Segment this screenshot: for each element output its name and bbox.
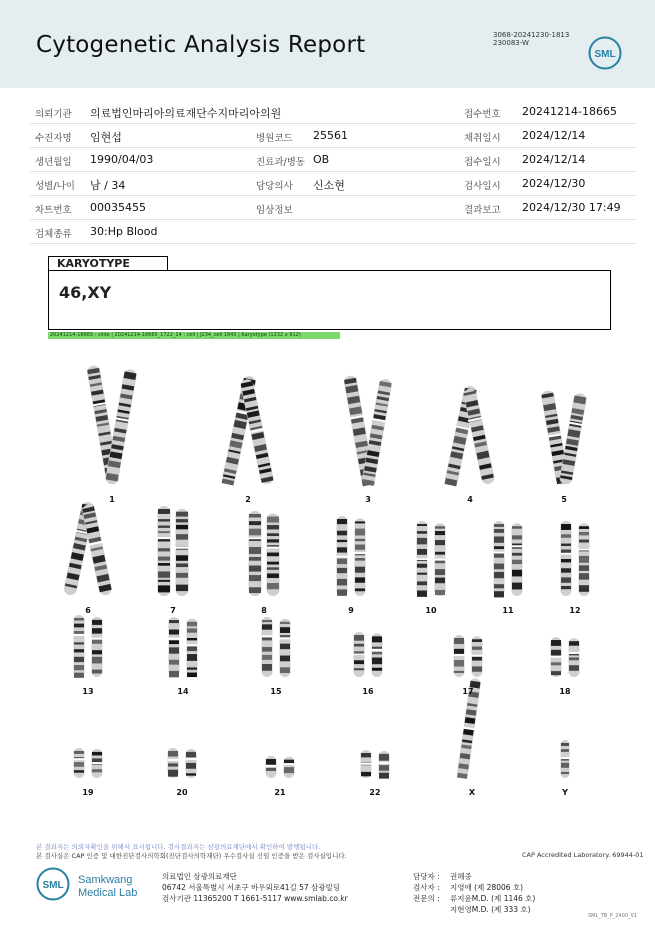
chromosome (416, 521, 429, 597)
info-row (30, 172, 636, 196)
karyotype-result-box (48, 270, 611, 330)
sml-logo-icon (588, 36, 622, 70)
karyogram-image (40, 345, 620, 800)
receipt-no-value: 20241214-18665 (522, 105, 617, 118)
hospital-code-value: 25561 (313, 129, 348, 142)
form-number: SML_TB_P_2400_V1 (588, 913, 638, 919)
lab-address: 06742 서울특별시 서초구 바우뫼로41길 57 삼광빌딩 (162, 883, 341, 892)
chromosome (434, 523, 447, 596)
clinical-info-label: 임상정보 (256, 205, 293, 216)
report-code: 3068-20241230-1813 (493, 31, 570, 39)
receipt-no-label: 접수번호 (464, 109, 501, 120)
lab-contact: 검사기관 11365200 T 1661-5117 www.smlab.co.kr (162, 894, 348, 903)
staff-name: 권혜중 (450, 872, 472, 881)
staff-role: 전문의 : (413, 894, 440, 903)
patient-label: 수진자명 (35, 133, 72, 144)
karyotype-tab: KARYOTYPE (48, 256, 168, 271)
chromosome (279, 619, 292, 677)
chromosome-label: 3 (365, 495, 371, 504)
karyotype-result: 46,XY (59, 283, 112, 302)
chromosome (360, 750, 373, 778)
institution-value: 의료법인마리아의료재단수지마리아의원 (90, 107, 282, 120)
collect-date-label: 채취일시 (464, 133, 501, 144)
chromosome-label: 5 (561, 495, 567, 504)
chromosome (453, 635, 466, 677)
chromosome (493, 521, 506, 597)
chart-no-label: 차트번호 (35, 205, 72, 216)
report-date-value: 2024/12/30 17:49 (522, 201, 621, 214)
staff-role: 담당자 : (413, 872, 440, 881)
chromosome (167, 748, 180, 778)
staff-name: 류지윤M.D. (제 1146 호) (450, 894, 536, 903)
chromosome (73, 748, 86, 778)
chromosome-label: X (468, 788, 476, 797)
chromosome (550, 637, 563, 677)
chromosome-label: 17 (462, 687, 474, 696)
karyogram (40, 345, 620, 800)
chromosome-label: 18 (559, 687, 571, 696)
info-row (30, 148, 636, 172)
report-header (0, 0, 655, 88)
chromosome (185, 749, 198, 778)
brand-name-line2: Medical Lab (78, 887, 138, 899)
chromosome-label: 20 (176, 788, 188, 797)
image-meta-bar: 20241214-18665 : slide | 20241214-18665_1722_14 : cell | J234_cell 1645 | Karyotype (1232 x 912) (48, 332, 340, 339)
accreditation-notice: 본 검사실은 CAP 인증 및 대한진단검사의학회(진단검사의학재단) 우수검사실 신임 인증을 받은 검사실입니다. (36, 852, 347, 860)
chromosome (265, 756, 278, 778)
birth-value: 1990/04/03 (90, 153, 154, 166)
svg-text:SML: SML (42, 880, 64, 891)
staff-name: 지영애 (제 28006 호) (450, 883, 524, 892)
chromosome-label: Y (562, 788, 568, 797)
chromosome (73, 615, 86, 678)
chromosome (558, 392, 589, 485)
hospital-code-label: 병원코드 (256, 133, 293, 144)
chromosome (578, 523, 591, 596)
dept-label: 진료과/병동 (256, 157, 306, 168)
staff-name: 지현영M.D. (제 333 호) (450, 905, 531, 914)
chromosome-label: 14 (177, 687, 189, 696)
cap-accreditation: CAP Accredited Laboratory. 69944-01 (522, 851, 644, 859)
chromosome (336, 516, 349, 596)
chart-no-value: 00035455 (90, 201, 146, 214)
sml-logo-icon (36, 867, 70, 901)
chromosome (511, 523, 524, 596)
foundation-name: 의료법인 삼광의료재단 (162, 872, 237, 881)
test-date-value: 2024/12/30 (522, 177, 586, 190)
specimen-value: 30:Hp Blood (90, 225, 158, 238)
chromosome-label: 16 (362, 687, 374, 696)
receipt-date-value: 2024/12/14 (522, 153, 586, 166)
specimen-label: 검체종류 (35, 229, 72, 240)
chromosome-label: 7 (170, 606, 176, 615)
info-row (30, 196, 636, 220)
chromosome (168, 617, 181, 677)
chromosome (248, 511, 263, 596)
chromosome-label: 8 (261, 606, 267, 615)
patient-value: 임현섭 (90, 131, 122, 144)
chromosome (175, 509, 190, 596)
chromosome (353, 632, 366, 677)
chromosome-label: 4 (467, 495, 473, 504)
chromosome (354, 518, 367, 596)
birth-label: 생년월일 (35, 157, 72, 168)
doctor-value: 신소현 (313, 179, 345, 192)
chromosome-label: 19 (82, 788, 94, 797)
chromosome-label: 22 (369, 788, 381, 797)
test-date-label: 검사일시 (464, 181, 501, 192)
chromosome (266, 514, 281, 596)
chromosome (283, 757, 296, 778)
report-subcode: 230083-W (493, 39, 529, 47)
sex-age-value: 남 / 34 (90, 179, 126, 192)
footer-notice: 본 결과지는 의뢰자확인을 위해서 표시됩니다. 검사결과지는 삼광의료재단에서 확인하여 발행됩니다. (36, 843, 321, 851)
chromosome (560, 521, 573, 596)
chromosome-label: 1 (109, 495, 115, 504)
doctor-label: 담당의사 (256, 181, 293, 192)
sex-age-label: 성별/나이 (35, 181, 75, 192)
chromosome (157, 506, 172, 596)
patient-info-table (30, 100, 636, 244)
chromosome-label: 2 (245, 495, 251, 504)
chromosome-label: 11 (502, 606, 514, 615)
collect-date-value: 2024/12/14 (522, 129, 586, 142)
chromosome (471, 636, 484, 677)
chromosome-label: 13 (82, 687, 94, 696)
chromosome (371, 633, 384, 677)
chromosome (91, 617, 104, 677)
staff-role: 검사자 : (413, 883, 440, 892)
chromosome (568, 638, 581, 677)
chromosome (378, 751, 391, 779)
dept-value: OB (313, 153, 330, 166)
receipt-date-label: 접수일시 (464, 157, 501, 168)
chromosome-label: 21 (274, 788, 286, 797)
brand-name-line1: Samkwang (78, 874, 133, 886)
chromosome-label: 10 (425, 606, 437, 615)
chromosome (186, 619, 199, 677)
chromosome (91, 749, 104, 778)
info-row (30, 100, 636, 124)
chromosome-label: 9 (348, 606, 354, 615)
chromosome-label: 12 (569, 606, 581, 615)
svg-text:SML: SML (594, 49, 616, 60)
chromosome (261, 617, 274, 677)
chromosome (560, 740, 571, 778)
info-row (30, 220, 636, 244)
report-title: Cytogenetic Analysis Report (36, 32, 366, 58)
chromosome-label: 15 (270, 687, 282, 696)
institution-label: 의뢰기관 (35, 109, 72, 120)
chromosome-label: 6 (85, 606, 91, 615)
info-row (30, 124, 636, 148)
report-date-label: 결과보고 (464, 205, 501, 216)
